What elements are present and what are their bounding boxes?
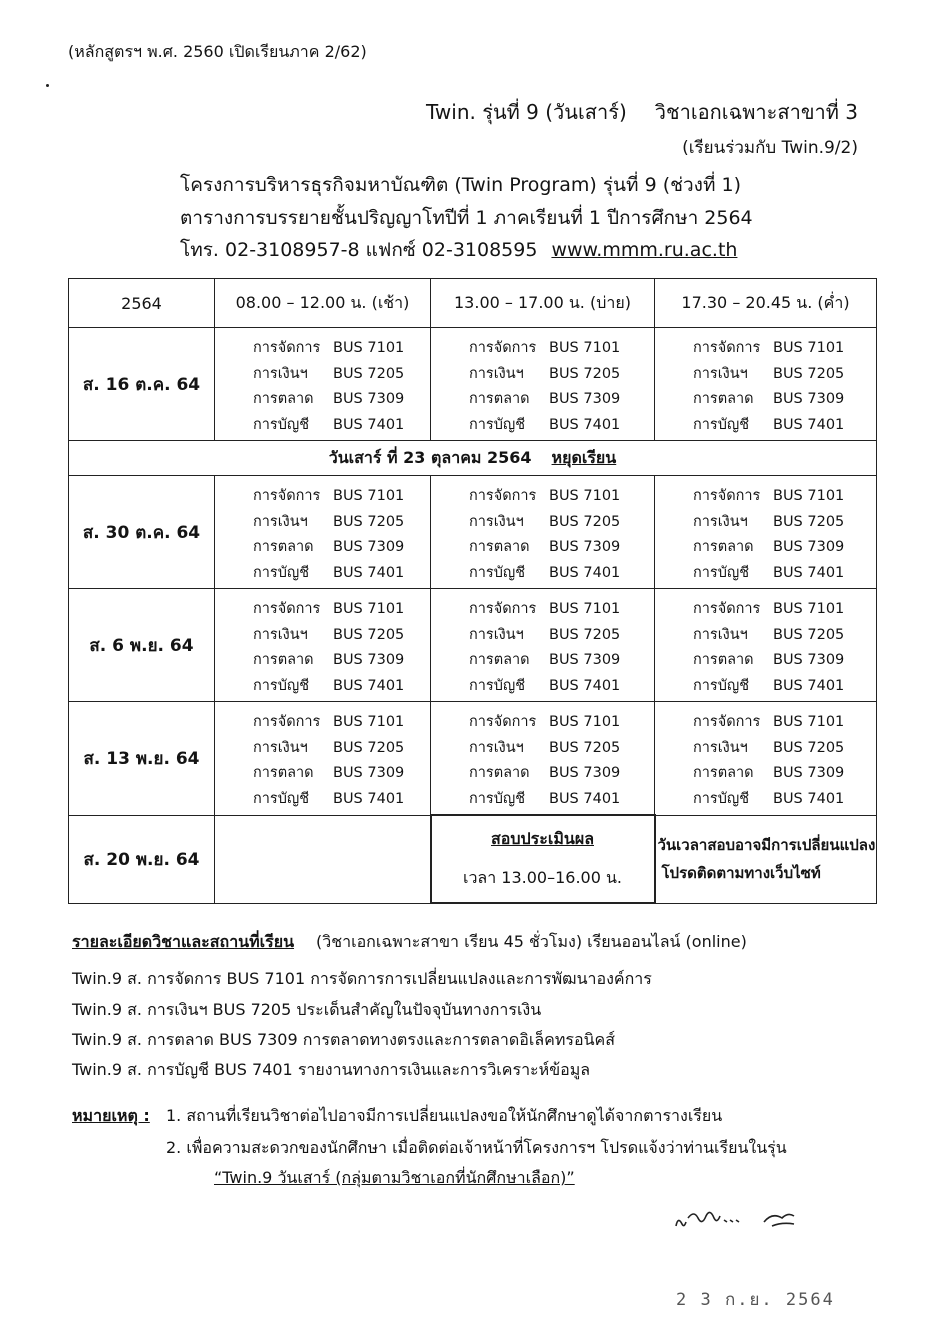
header-evening: 17.30 – 20.45 น. (ค่ำ) — [655, 279, 877, 328]
date-cell: ส. 20 พ.ย. 64 — [69, 815, 215, 903]
table-row — [69, 702, 877, 816]
course-entry — [693, 387, 876, 413]
course-name: การเงินฯ — [469, 739, 524, 756]
course-code: BUS 7401 — [333, 677, 405, 694]
course-name: การบัญชี — [253, 677, 310, 694]
exam-change-note — [655, 815, 877, 903]
twin-label: Twin. รุ่นที่ 9 (วันเสาร์) — [426, 100, 627, 124]
course-name: การบัญชี — [469, 677, 526, 694]
course-entry — [469, 362, 654, 388]
course-entry — [253, 787, 430, 813]
course-code: BUS 7309 — [549, 765, 621, 781]
course-code: BUS 7205 — [773, 513, 845, 530]
course-code: BUS 7101 — [773, 714, 845, 731]
course-entry — [253, 710, 430, 736]
course-name: การตลาด — [253, 765, 314, 782]
course-code: BUS 7309 — [773, 765, 845, 782]
course-name: การเงินฯ — [253, 739, 308, 756]
change-note-line-2: โปรดติดตามทางเว็บไซท์ — [661, 864, 821, 882]
course-name: การจัดการ — [253, 714, 321, 731]
course-code: BUS 7205 — [549, 626, 621, 643]
course-name: การจัดการ — [253, 340, 321, 356]
slot-evening — [655, 702, 877, 816]
detail-line: Twin.9 ส. การเงินฯ BUS 7205 ประเด็นสำคัญในปัจจุบันทางการเงิน — [72, 1000, 542, 1019]
course-code: BUS 7101 — [773, 601, 845, 617]
course-code: BUS 7309 — [549, 652, 621, 668]
course-name: การบัญชี — [469, 416, 526, 433]
course-name: การบัญชี — [693, 677, 750, 694]
slot-evening — [655, 476, 877, 589]
course-name: การจัดการ — [693, 488, 761, 504]
course-name: การตลาด — [253, 391, 314, 407]
course-code: BUS 7401 — [549, 416, 621, 433]
course-code: BUS 7309 — [333, 652, 405, 668]
details-title: รายละเอียดวิชาและสถานที่เรียน — [72, 932, 295, 951]
course-name: การตลาด — [253, 539, 314, 555]
course-entry — [693, 787, 876, 813]
course-name: การจัดการ — [693, 714, 761, 731]
slot-morning-empty — [215, 815, 431, 903]
course-code: BUS 7205 — [333, 626, 405, 643]
course-entry — [469, 484, 654, 510]
course-entry — [253, 736, 430, 762]
course-name: การตลาด — [469, 391, 530, 407]
course-name: การตลาด — [469, 539, 530, 555]
slot-afternoon — [431, 589, 655, 702]
course-entry — [253, 597, 430, 623]
course-name: การเงินฯ — [469, 365, 524, 382]
details-note: (วิชาเอกเฉพาะสาขา เรียน 45 ชั่วโมง) เรียนออนไลน์ (online) — [316, 932, 747, 951]
course-entry — [469, 413, 654, 439]
holiday-status: หยุดเรียน — [551, 447, 617, 467]
detail-line: Twin.9 ส. การจัดการ BUS 7101 การจัดการการเปลี่ยนแปลงและการพัฒนาองค์การ — [72, 969, 652, 988]
course-code: BUS 7205 — [333, 739, 405, 756]
course-name: การตลาด — [469, 765, 530, 781]
course-entry — [693, 362, 876, 388]
course-entry — [693, 597, 876, 623]
course-name: การจัดการ — [253, 601, 321, 617]
slot-morning — [215, 476, 431, 589]
course-code: BUS 7401 — [773, 790, 845, 807]
course-entry — [693, 710, 876, 736]
course-code: BUS 7101 — [333, 488, 405, 504]
course-entry — [253, 535, 430, 561]
table-header-row — [69, 279, 877, 328]
course-name: การบัญชี — [693, 564, 750, 581]
course-code: BUS 7309 — [549, 391, 621, 407]
course-entry — [469, 336, 654, 362]
course-code: BUS 7101 — [333, 714, 405, 731]
phone-fax: โทร. 02-3108957-8 แฟกซ์ 02-3108595 — [180, 239, 538, 261]
note-3: “Twin.9 วันเสาร์ (กลุ่มตามวิชาเอกที่นักศึกษาเลือก)” — [214, 1168, 575, 1187]
course-entry — [253, 623, 430, 649]
course-name: การเงินฯ — [253, 365, 308, 382]
course-code: BUS 7401 — [549, 677, 621, 694]
course-entry — [253, 362, 430, 388]
date-cell: ส. 16 ต.ค. 64 — [69, 328, 215, 441]
course-code: BUS 7101 — [773, 488, 845, 504]
course-code: BUS 7205 — [773, 365, 845, 382]
note-2: 2. เพื่อความสะดวกของนักศึกษา เมื่อติดต่อเจ้าหน้าที่โครงการฯ โปรดแจ้งว่าท่านเรียนในรุ่น — [166, 1138, 787, 1157]
exam-heading: สอบประเมินผล — [490, 829, 594, 848]
course-code: BUS 7309 — [333, 765, 405, 782]
slot-afternoon — [431, 702, 655, 816]
course-entry — [693, 761, 876, 787]
course-entry — [693, 561, 876, 587]
exam-time: เวลา 13.00–16.00 น. — [462, 868, 623, 887]
course-name: การเงินฯ — [693, 365, 748, 382]
course-code: BUS 7401 — [773, 564, 845, 581]
holiday-date: วันเสาร์ ที่ 23 ตุลาคม 2564 — [328, 447, 532, 467]
course-code: BUS 7205 — [549, 365, 621, 382]
header-afternoon: 13.00 – 17.00 น. (บ่าย) — [431, 279, 655, 328]
course-code: BUS 7401 — [773, 416, 845, 433]
course-name: การเงินฯ — [693, 513, 748, 530]
course-code: BUS 7401 — [549, 790, 621, 807]
course-entry — [253, 648, 430, 674]
course-entry — [469, 648, 654, 674]
course-entry — [693, 736, 876, 762]
course-entry — [253, 674, 430, 700]
course-entry — [253, 413, 430, 439]
notes-label: หมายเหตุ : — [72, 1106, 150, 1125]
lecture-schedule-table — [68, 278, 877, 904]
course-entry — [469, 736, 654, 762]
course-name: การบัญชี — [693, 790, 750, 807]
course-name: การจัดการ — [469, 488, 537, 504]
table-row — [69, 589, 877, 702]
course-code: BUS 7101 — [549, 488, 621, 504]
course-entry — [253, 561, 430, 587]
course-entry — [469, 623, 654, 649]
major-label: วิชาเอกเฉพาะสาขาที่ 3 — [654, 100, 858, 124]
course-code: BUS 7205 — [773, 739, 845, 756]
course-code: BUS 7101 — [549, 601, 621, 617]
course-name: การตลาด — [469, 652, 530, 668]
course-code: BUS 7401 — [333, 564, 405, 581]
course-name: การตลาด — [693, 539, 754, 555]
curriculum-note: (หลักสูตรฯ พ.ศ. 2560 เปิดเรียนภาค 2/62) — [68, 42, 367, 61]
course-name: การเงินฯ — [469, 513, 524, 530]
contact-line — [180, 235, 737, 265]
course-code: BUS 7101 — [549, 340, 621, 356]
date-cell: ส. 6 พ.ย. 64 — [69, 589, 215, 702]
header-morning: 08.00 – 12.00 น. (เช้า) — [215, 279, 431, 328]
course-code: BUS 7205 — [773, 626, 845, 643]
course-entry — [469, 761, 654, 787]
slot-morning — [215, 589, 431, 702]
exam-row — [69, 815, 877, 903]
course-name: การจัดการ — [469, 714, 537, 730]
detail-line: Twin.9 ส. การตลาด BUS 7309 การตลาดทางตรงและการตลาดอิเล็คทรอนิคส์ — [72, 1030, 616, 1049]
course-name: การตลาด — [253, 652, 314, 668]
course-entry — [469, 561, 654, 587]
course-entry — [693, 336, 876, 362]
holiday-row — [69, 441, 877, 476]
slot-morning — [215, 328, 431, 441]
course-entry — [693, 674, 876, 700]
course-name: การจัดการ — [693, 601, 761, 617]
course-code: BUS 7205 — [549, 739, 621, 756]
course-entry — [693, 648, 876, 674]
course-code: BUS 7401 — [773, 677, 845, 694]
details-heading — [72, 930, 747, 955]
course-entry — [469, 510, 654, 536]
course-name: การจัดการ — [469, 340, 537, 356]
course-entry — [693, 484, 876, 510]
course-entry — [469, 674, 654, 700]
course-entry — [693, 535, 876, 561]
course-entry — [693, 623, 876, 649]
course-code: BUS 7205 — [549, 513, 621, 530]
slot-afternoon — [431, 328, 655, 441]
course-name: การบัญชี — [253, 564, 310, 581]
course-entry — [253, 484, 430, 510]
program-subtitle — [426, 96, 858, 128]
slot-evening — [655, 328, 877, 441]
website-link[interactable]: www.mmm.ru.ac.th — [551, 239, 738, 261]
course-name: การเงินฯ — [253, 513, 308, 530]
course-name: การตลาด — [693, 391, 754, 407]
note-1: 1. สถานที่เรียนวิชาต่อไปอาจมีการเปลี่ยนแปลงขอให้นักศึกษาดูได้จากตารางเรียน — [166, 1106, 723, 1125]
course-entry — [469, 787, 654, 813]
title-line-2: ตารางการบรรยายชั้นปริญญาโทปีที่ 1 ภาคเรียนที่ 1 ปีการศึกษา 2564 — [180, 207, 753, 229]
course-entry — [469, 387, 654, 413]
date-stamp: 2 3 ก.ย. 2564 — [676, 1290, 835, 1310]
slot-morning — [215, 702, 431, 816]
course-name: การบัญชี — [253, 790, 310, 807]
course-name: การจัดการ — [253, 488, 321, 504]
course-entry — [693, 510, 876, 536]
course-code: BUS 7309 — [773, 539, 845, 555]
course-name: การตลาด — [693, 652, 754, 668]
date-cell: ส. 13 พ.ย. 64 — [69, 702, 215, 816]
course-name: การบัญชี — [693, 416, 750, 433]
course-code: BUS 7205 — [333, 513, 405, 530]
signature — [672, 1200, 812, 1236]
course-entry — [469, 710, 654, 736]
header-year: 2564 — [69, 279, 215, 328]
course-name: การตลาด — [693, 765, 754, 782]
course-name: การเงินฯ — [693, 739, 748, 756]
course-entry — [469, 597, 654, 623]
table-row — [69, 328, 877, 441]
course-code: BUS 7101 — [333, 601, 405, 617]
course-entry — [469, 535, 654, 561]
date-cell: ส. 30 ต.ค. 64 — [69, 476, 215, 589]
course-entry — [253, 336, 430, 362]
course-entry — [253, 761, 430, 787]
course-code: BUS 7101 — [773, 340, 845, 356]
course-code: BUS 7101 — [333, 340, 405, 356]
course-name: การเงินฯ — [469, 626, 524, 643]
course-name: การบัญชี — [469, 564, 526, 581]
course-name: การจัดการ — [693, 340, 761, 356]
slot-evening — [655, 589, 877, 702]
course-name: การเงินฯ — [253, 626, 308, 643]
course-code: BUS 7309 — [549, 539, 621, 555]
course-name: การเงินฯ — [693, 626, 748, 643]
holiday-cell — [69, 441, 877, 476]
course-name: การบัญชี — [469, 790, 526, 807]
joint-note: (เรียนร่วมกับ Twin.9/2) — [682, 138, 858, 158]
detail-line: Twin.9 ส. การบัญชี BUS 7401 รายงานทางการเงินและการวิเคราะห์ข้อมูล — [72, 1060, 591, 1079]
title-line-1: โครงการบริหารธุรกิจมหาบัณฑิต (Twin Program) รุ่นที่ 9 (ช่วงที่ 1) — [180, 174, 742, 196]
course-code: BUS 7401 — [333, 790, 405, 807]
course-entry — [253, 387, 430, 413]
change-note-line-1: วันเวลาสอบอาจมีการเปลี่ยนแปลง — [657, 836, 876, 854]
course-code: BUS 7309 — [333, 539, 405, 555]
course-entry — [693, 413, 876, 439]
course-entry — [253, 510, 430, 536]
course-code: BUS 7205 — [333, 365, 405, 382]
speck — [46, 84, 49, 87]
course-code: BUS 7401 — [549, 564, 621, 581]
course-name: การจัดการ — [469, 601, 537, 617]
course-code: BUS 7101 — [549, 714, 621, 730]
course-code: BUS 7309 — [333, 391, 405, 407]
course-code: BUS 7401 — [333, 416, 405, 433]
table-row — [69, 476, 877, 589]
slot-afternoon — [431, 476, 655, 589]
course-code: BUS 7309 — [773, 391, 845, 407]
exam-cell — [431, 815, 655, 903]
course-name: การบัญชี — [253, 416, 310, 433]
course-code: BUS 7309 — [773, 652, 845, 668]
